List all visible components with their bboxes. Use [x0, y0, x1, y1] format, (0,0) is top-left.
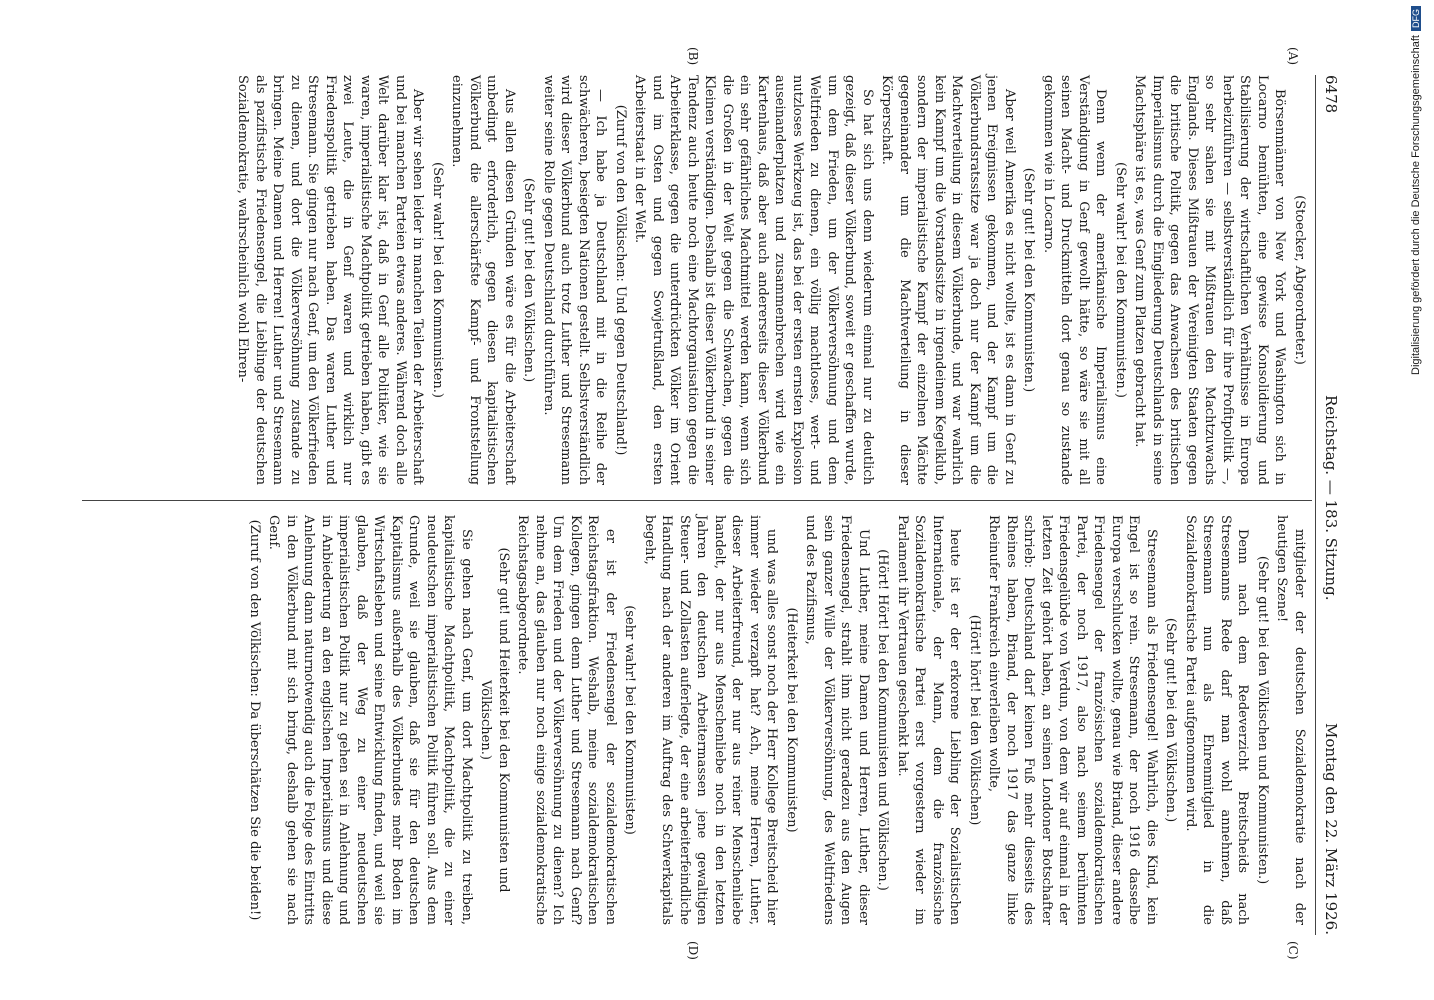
speech-paragraph: Aus allen diesen Gründen wäre es für die Arbeiterschaft unbedingt erforderlich, gegen diesen kapitalistischen Völkerbund die allerschärfste Kampf- und Frontstellung einzunehmen. — [449, 75, 517, 485]
header-title-right: Montag den 22. März 1926. — [1322, 722, 1340, 935]
speech-paragraph: Sie gehen nach Genf, um dort Machtpolitik zu treiben, kapitalistische Machtpolitik, Machtpolitik, die zu einer neudeutschen imperialistischen Politik führen soll. Aus dem Grunde, weil sie glauben, daß sie für den deutschen Kapitalismus außerhalb des Völkerbundes mehr Boden im Wirtschaftsleben und seine Entwicklung finden, und weil sie glauben, daß der Weg zu einer neudeutschen imperialistischen Politik nur zu gehen sei in Anlehnung und in Anbiederung an den englischen Imperialismus und diese Anlehnung dann naturnotwendig auch die Folge des Eintritts in den Völkerbund mit sich bringt, deshalb gehen sie nach Genf. — [266, 515, 474, 925]
column-rule — [82, 500, 1312, 501]
dfg-logo: DFG — [1411, 6, 1421, 31]
speech-paragraph: Denn wenn der amerikanische Imperialismus eine Verständigung in Genf gewollt hätte, so wäre sie mit all seinen Macht- und Druckmitteln dort genau so zustande gekommen wie in Locarno. — [1041, 75, 1109, 485]
speech-paragraph: und was alles sonst noch der Herr Kollege Breitscheid hier immer wieder verzapft hat? Ach, meine Herren, Luther, dieser Arbeiterfreund, der nur aus reiner Menschenliebe handelt, der nur aus Menschenliebe noch in den letzten Jahren den deutschen Arbeitermassen jene gewaltigen Steuer- und Zollasten auferlegte, der eine arbeiterfeindliche Handlung nach der anderen im Auftrag des Schwerkapitals begeht, — [642, 515, 780, 925]
interjection: (Sehr gut! bei den Kommunisten.) — [1021, 167, 1037, 393]
interjection: (Sehr wahr! bei den Kommunisten.) — [430, 162, 445, 398]
header-rule — [1315, 75, 1316, 935]
speech-paragraph: — Ich habe ja Deutschland mit in die Reihe der schwächeren, besiegten Nationen gestellt. Selbstverständlich wird dieser Völkerbund auch trotz Luther und Stresemann weiter seine Rolle gegen Deutschland durchführen. — [541, 75, 609, 485]
header-title-left: Reichstag. — 183. Sitzung. — [1322, 395, 1340, 601]
speech-paragraph: Börsenmänner von New York und Washington sich in Locarno bemühten, eine gewisse Konsolidierung und Stabilisierung der wirtschaftlichen Verhältnisse in Europa herbeizuführen — selbstverständlich für ihre Profitpolitik —, so sehr sahen sie mit Mißtrauen den Machtzuwachs Englands. Dieses Mißtrauen der Vereinigten Staaten gegen die britische Politik, gegen das Anwachsen des britischen Imperialismus durch die Eingliederung Deutschlands in seine Machtsphäre ist es, was Genf zum Platzen gebracht hat. — [1132, 75, 1288, 485]
interjection: (sehr wahr! bei den Kommunisten) — [622, 605, 638, 835]
interjection: (Sehr gut! bei den Völkischen.) — [1163, 617, 1179, 823]
page-header — [1318, 75, 1340, 935]
margin-marker-c: (C) — [1286, 941, 1300, 960]
speech-paragraph: Und Luther, meine Damen und Herren, Luther, dieser Friedensengel, strahlt ihm nicht geradezu aus den Augen sein ganzer Wille der Völkerversöhnung, des Weltfriedens und des Pazifismus, — [803, 515, 871, 925]
margin-marker-a: (A) — [1286, 47, 1300, 66]
credit-text: Digitalisierung gefördert durch die Deutsche Forschungsgemeinschaft — [1410, 35, 1422, 375]
rotated-page-content — [70, 47, 1340, 960]
interjection: (Hört! Hört! bei den Kommunisten und Völkischen.) — [875, 549, 891, 891]
interjection: (Sehr gut! und Heiterkeit bei den Kommunisten und Völkischen.) — [478, 547, 511, 893]
interjection: (Sehr gut! bei den Völkischen.) — [521, 177, 537, 383]
interjection: (Zuruf von den Völkischen: Da überschätzen Sie die beiden!) — [247, 519, 262, 921]
speech-paragraph: Aber weil Amerika es nicht wollte, ist es dann in Genf zu jenen Ereignissen gekommen, und der Kampf um die Völkerbundsratssitze war ja doch nur der Kampf um die Machtverteilung in diesem Völkerbunde, und war wahrlich kein Kampf um die Vorstandssitze in irgendeinem Kegelklub, sondern der imperialistische Kampf der einzelnen Mächte gegeneinander um die Machtverteilung in dieser Körperschaft. — [879, 75, 1017, 485]
interjection: (Hört! hört! bei den Völkischen) — [967, 614, 982, 826]
speech-paragraph: Denn nach dem Redeverzicht Breitscheids nach Stresemanns Rede darf man wohl annehmen, daß Stresemann nun als Ehrenmitglied in die Sozialdemokratische Partei aufgenommen wird. — [1183, 515, 1251, 925]
text-column-left — [232, 75, 1308, 485]
speech-paragraph: So hat sich uns denn wiederum einmal nur zu deutlich gezeigt, daß dieser Völkerbund, soweit er geschaffen wurde, um dem Frieden, um der Völkerversöhnung und dem Weltfrieden zu dienen, ein völlig machtloses, wert- und nutzloses Werkzeug ist, das bei der ersten ernsten Explosion auseinanderplatzen und zusammenbrechen wird wie ein Kartenhaus, daß aber auch andererseits dieser Völkerbund ein sehr gefährliches Machtmittel werden kann, wenn sich die Großen in der Welt gegen die Schwachen, gegen die Kleinen verständigen. Deshalb ist dieser Völkerbund in seiner Tendenz auch heute noch eine Machtorganisation gegen die Arbeiterklasse, gegen die unterdrückten Völker im Orient und im Osten und gegen Sowjetrußland, den ersten Arbeiterstaat in der Welt. — [632, 75, 875, 485]
interjection: (Zuruf von den Völkischen: Und gegen Deutschland!) — [613, 104, 628, 456]
interjection: (Sehr gut! bei den Völkischen und Kommunisten.) — [1255, 555, 1270, 885]
interjection: (Heiterkeit bei den Kommunisten) — [784, 607, 799, 833]
speech-paragraph: Stresemann als Friedensengel! Wahrlich, dies Kind, kein Engel ist so rein. Stresemann, der noch 1916 dasselbe Europa verschlucken wollte, genau wie Briand, dieser andere Friedensengel der französischen sozialdemokratischen Partei, der noch 1917, also nach seinem berühmten Friedensgelübde von Verdun, von dem wir auf einmal in der letzten Zeit gehört haben, an seinen Londoner Botschafter schrieb: Deutschland darf keinen Fuß mehr diesseits des Rheines haben, Briand, der noch 1917 das ganze linke Rheinufer Frankreich einverleiben wollte, — [986, 515, 1159, 925]
margin-marker-b: (B) — [686, 47, 700, 66]
speech-paragraph: mitglieder der deutschen Sozialdemokratie nach der heutigen Szene! — [1274, 515, 1307, 925]
speech-paragraph: Aber wir sehen leider in manchen Teilen der Arbeiterschaft und bei manchen Parteien etwas anderes. Während doch alle Welt darüber klar ist, daß in Genf alle Politiker, wie sie waren, imperialistische Machtpolitik getrieben haben, gibt es zwei Leute, die in Genf waren und wirklich nur Friedenspolitik getrieben haben. Das waren Luther und Stresemann. Sie gingen nur nach Genf, um den Völkerfrieden zu dienen, und dort die Völkerversöhnung zustande zu bringen. Meine Damen und Herren! Luther und Stresemann als pazifistische Friedensengel, die Lieblinge der deutschen Sozialdemokratie, wahrscheinlich wohl Ehren- — [235, 75, 426, 485]
interjection: (Stoecker, Abgeordneter.) — [1292, 195, 1307, 365]
digitization-credit — [1410, 6, 1426, 996]
interjection: (Sehr wahr! bei den Kommunisten.) — [1113, 162, 1128, 398]
speech-paragraph: heute ist er der erkorene Liebling der Sozialistischen Internationale, der Mann, dem die französische Sozialdemokratische Partei erst vorgestern wieder im Parlament ihr Vertrauen geschenkt hat. — [895, 515, 963, 925]
page-number: 6478 — [1322, 75, 1340, 114]
margin-marker-d: (D) — [686, 941, 700, 960]
text-column-right — [244, 515, 1309, 925]
speech-paragraph: er ist der Friedensengel der sozialdemokratischen Reichstagsfraktion. Weshalb, meine sozialdemokratischen Kollegen, gingen denn Luther und Stresemann nach Genf? Um dem Frieden und der Völkerversöhnung zu dienen? Ich nehme an, das glauben nur noch einige sozialdemokratische Reichstagsabgeordnete. — [515, 515, 618, 925]
